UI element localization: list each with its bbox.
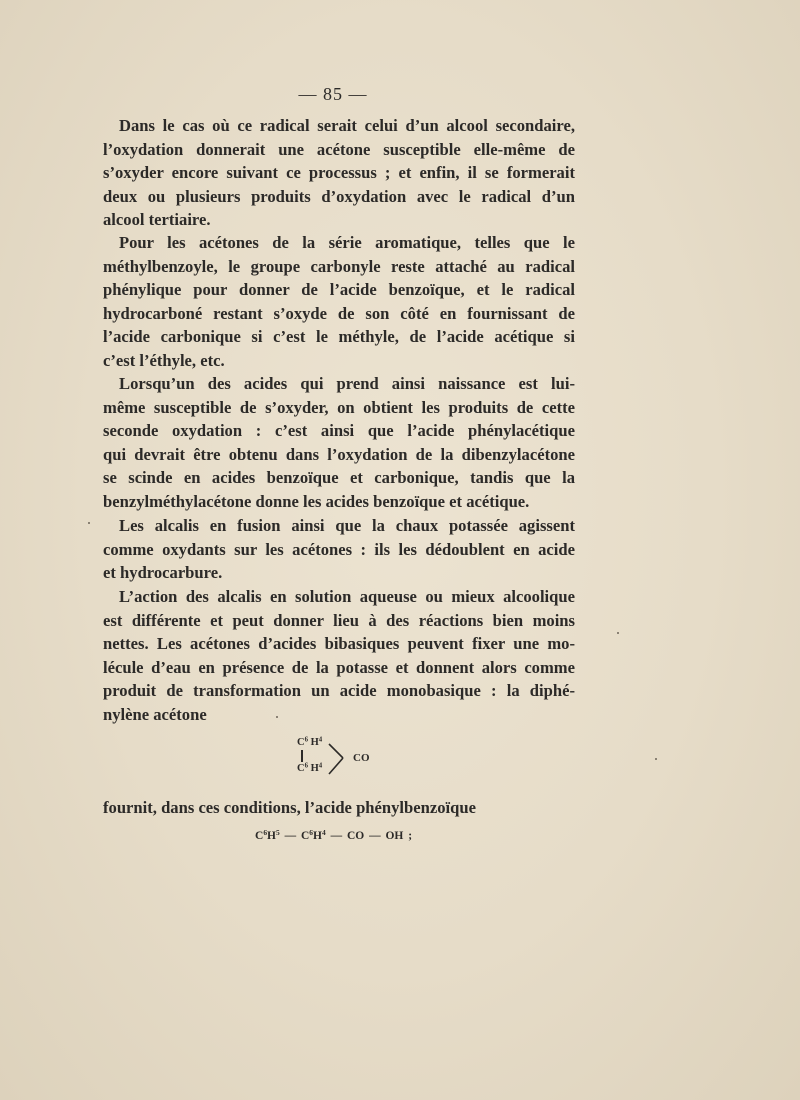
text-line: L’action des alcalis en solution aqueuse ou mieux alcoolique (119, 587, 575, 606)
text-line: méthylbenzoyle, le groupe carbonyle reste attaché au radical (103, 256, 575, 276)
text-line: comme oxydants sur les acétones : ils les dédoublent en acide (103, 539, 575, 559)
text-line: même susceptible de s’oxyder, on obtient les produits de cette (103, 397, 575, 417)
text-line: est différente et peut donner lieu à des réactions bien moins (103, 610, 575, 630)
paper-speck (617, 632, 619, 634)
paragraph-1 (103, 114, 575, 232)
paper-speck (276, 716, 278, 718)
text-line: lécule d’eau en présence de la potasse et donnent alors comme (103, 657, 575, 677)
carbonyl-group: CO (353, 752, 370, 764)
paragraph-3 (103, 372, 575, 514)
text-line: et hydrocarbure. (103, 563, 223, 583)
text-line: benzylméthylacétone donne les acides benzoïque et acétique. (103, 491, 530, 511)
page-number: — 85 — (298, 84, 368, 104)
diphenylene-acetone-formula (297, 735, 417, 779)
text-line: l’oxydation donnerait une acétone susceptible elle-même de (103, 139, 575, 159)
text-line: qui devrait être obtenu dans l’oxydation de la dibenzylacétone (103, 444, 575, 464)
paragraph-5 (103, 585, 575, 727)
text-line: produit de transformation un acide monobasique : la diphé- (103, 681, 575, 701)
text-line: l’acide carbonique si c’est le méthyle, de l’acide acétique si (103, 327, 575, 347)
text-line: c’est l’éthyle, etc. (103, 350, 225, 370)
phenylbenzoic-acid-formula: $C^6H^5$ — $C^6H^4$ — CO — OH ; (255, 827, 413, 842)
text-line: nylène acétone (103, 704, 207, 724)
text-line: fournit, dans ces conditions, l’acide phénylbenzoïque (103, 798, 476, 817)
paragraph-2 (103, 231, 575, 373)
paper-speck (655, 758, 657, 760)
text-line: seconde oxydation : c’est ainsi que l’acide phénylacétique (103, 421, 575, 441)
text-line: Les alcalis en fusion ainsi que la chaux potassée agissent (119, 516, 575, 535)
single-bond-line (301, 750, 303, 762)
paragraph-6 (103, 796, 575, 820)
text-line: alcool tertiaire. (103, 210, 211, 230)
text-line: nettes. Les acétones d’acides bibasiques peuvent fixer une mo- (103, 634, 575, 654)
formula-bottom-group: $C^6$ $H^4$ (297, 762, 323, 774)
formula-top-group: $C^6$ $H^4$ (297, 736, 323, 748)
text-line: hydrocarboné restant s’oxyde de son côté en fournissant de (103, 303, 575, 323)
paper-speck (88, 522, 90, 524)
text-line: Dans le cas où ce radical serait celui d’un alcool secondaire, (119, 116, 575, 135)
text-line: deux ou plusieurs produits d’oxydation avec le radical d’un (103, 186, 575, 206)
paragraph-4 (103, 514, 575, 585)
text-line: s’oxyder encore suivant ce processus ; et enfin, il se formerait (103, 163, 575, 183)
text-line: Lorsqu’un des acides qui prend ainsi naissance est lui- (119, 374, 575, 393)
bond-bracket (327, 741, 349, 777)
text-line: se scinde en acides benzoïque et carbonique, tandis que la (103, 468, 575, 488)
text-line: Pour les acétones de la série aromatique, telles que le (119, 233, 575, 252)
text-line: phénylique pour donner de l’acide benzoïque, et le radical (103, 280, 575, 300)
